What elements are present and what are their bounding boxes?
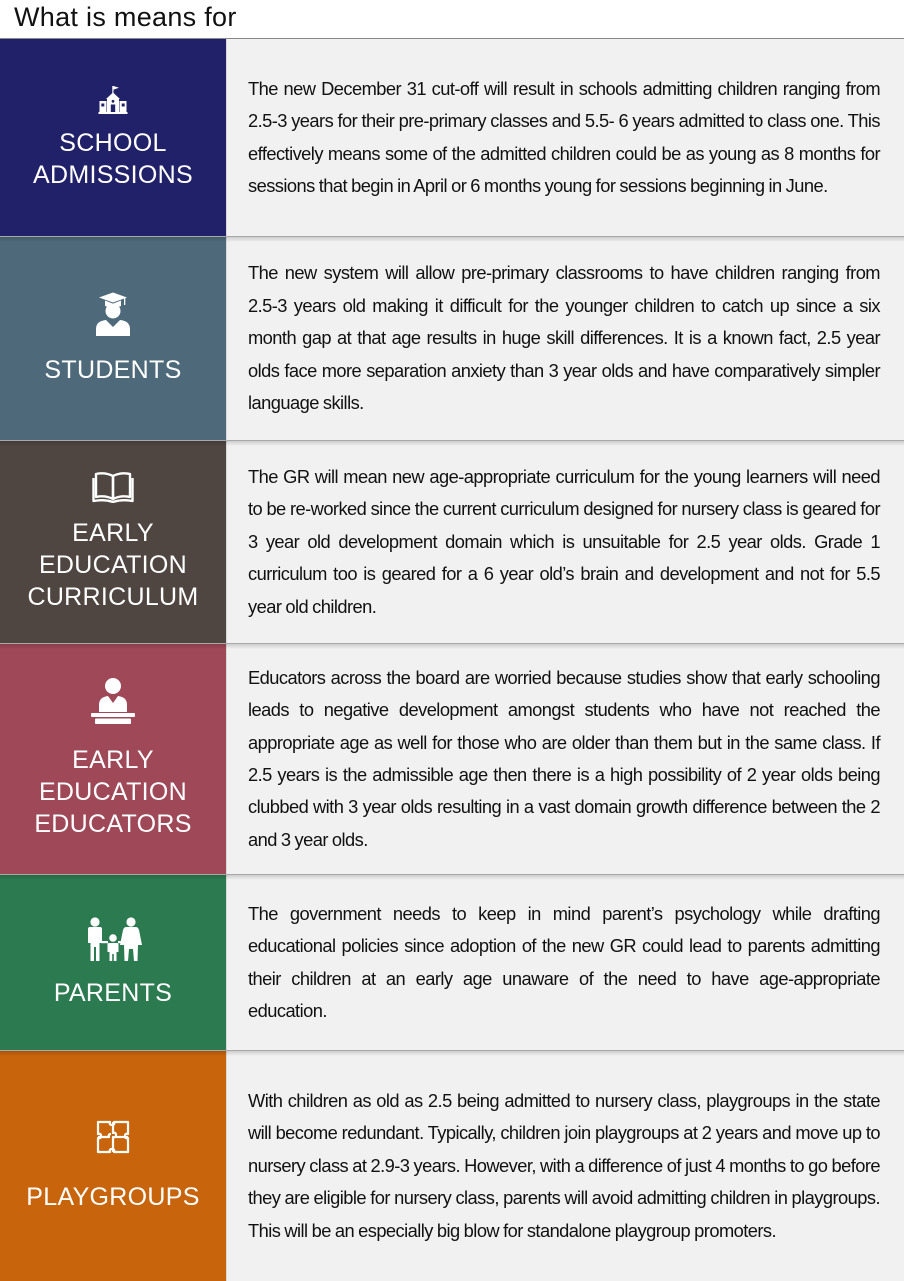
description-text: The new December 31 cut-off will result in schools admitting children ranging from 2.5-3 years for their pre-primary classes and 5.5- 6 years admitted to class one. This effectively means some of the admitted children could be as young as 8 months for sessions that begin in April or 6 months young for sessions beginning in June. [248, 77, 880, 196]
topic-table [0, 38, 904, 1281]
row-students [0, 236, 904, 440]
category-cell [0, 1051, 226, 1281]
description-text: With children as old as 2.5 being admitted to nursery class, playgroups in the state will become redundant. Typically, children join playgroups at 2 years and move up to nursery class at 2.9-3 years. However, with a difference of just 4 months to go before they are eligible for nursery class, parents will avoid admitting children in playgroups. This will be an especially big blow for standalone playgroup promoters. [248, 1089, 880, 1241]
category-label: EARLY EDUCATION CURRICULUM [27, 519, 199, 611]
row-early-education-educators [0, 643, 904, 874]
description-cell [226, 237, 904, 440]
row-school-admissions [0, 39, 904, 236]
row-parents [0, 874, 904, 1050]
description-cell [226, 644, 904, 874]
puzzle-pieces-icon [95, 1119, 131, 1155]
description-text: The government needs to keep in mind parent’s psychology while drafting educational policies since adoption of the new GR could lead to parents admitting their children at an early age unaware of the need to have age-appropriate education. [248, 902, 880, 1021]
category-label: PARENTS [53, 978, 173, 1007]
school-building-icon [98, 85, 128, 115]
open-book-icon [92, 471, 134, 503]
description-cell [226, 1051, 904, 1281]
description-cell [226, 441, 904, 643]
row-early-education-curriculum [0, 440, 904, 643]
category-cell [0, 875, 226, 1050]
description-text: The GR will mean new age-appropriate curriculum for the young learners will need to be re-worked since the current curriculum designed for nursery class is geared for 3 year old development domain which is unsuitable for 2.5 year olds. Grade 1 curriculum too is geared for a 6 year old’s brain and development and not for 5.5 year old children. [248, 465, 880, 617]
category-label: SCHOOL ADMISSIONS [33, 128, 193, 189]
description-cell [226, 39, 904, 236]
graduate-student-icon [93, 292, 133, 336]
row-playgroups [0, 1050, 904, 1281]
page-title: What is means for [14, 2, 237, 32]
category-cell [0, 441, 226, 643]
description-text: Educators across the board are worried because studies show that early schooling leads to negative development amongst students who have not reached the appropriate age as well for those who are older than them but in the same class. If 2.5 years is the admissible age then there is a high possibility of 2 year olds being clubbed with 3 year olds resulting in a vast domain growth difference between the 2 and 3 year olds. [248, 666, 880, 850]
description-text: The new system will allow pre-primary classrooms to have children ranging from 2.5-3 years old making it difficult for the younger children to catch up since a six month gap at that age results in huge skill differences. It is a known fact, 2.5 year olds face more separation anxiety than 3 year olds and have comparatively simpler language skills. [248, 262, 880, 414]
category-cell [0, 237, 226, 440]
teacher-at-desk-icon [91, 678, 135, 724]
category-label: PLAYGROUPS [26, 1183, 200, 1211]
category-label: STUDENTS [44, 355, 182, 384]
family-icon [84, 917, 142, 961]
description-cell [226, 875, 904, 1050]
category-cell [0, 644, 226, 874]
category-cell [0, 39, 226, 236]
category-label: EARLY EDUCATION EDUCATORS [34, 746, 192, 838]
